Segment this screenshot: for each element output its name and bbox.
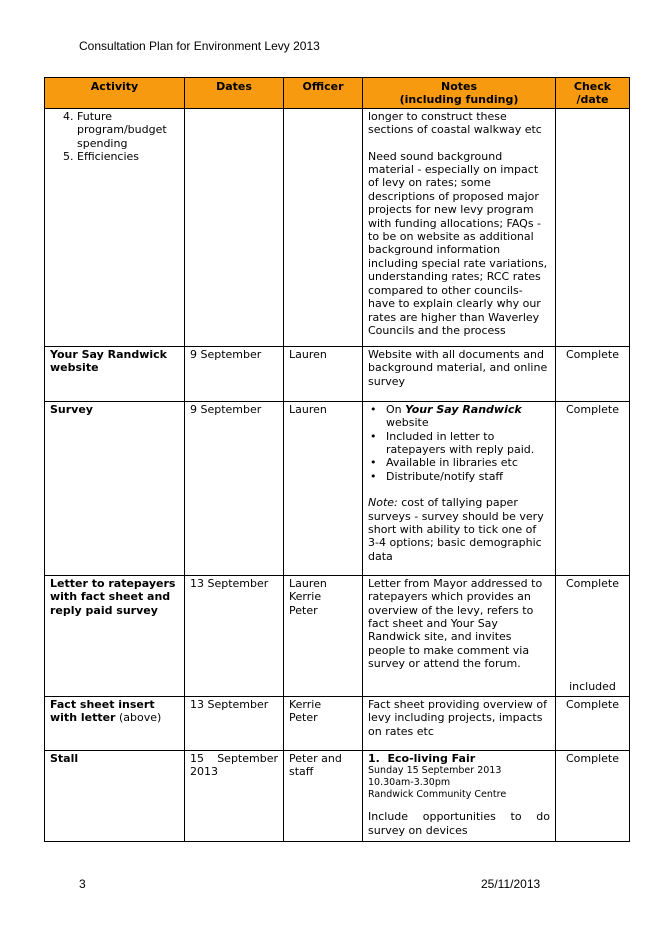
table-row	[45, 575, 630, 696]
check-header-line2: /date	[576, 93, 609, 107]
dates-line: 15 September	[190, 751, 278, 765]
notes-paragraph: longer to construct these sections of coastal walkway etc	[368, 109, 542, 137]
list-item	[386, 403, 550, 430]
notes-header-line1: Notes	[440, 80, 478, 93]
activity-cell: Stall	[45, 750, 185, 841]
activity-bold: Fact sheet insert with letter	[50, 697, 155, 725]
table-header-row	[45, 78, 630, 109]
officer-cell: Lauren Kerrie Peter	[284, 575, 363, 696]
notes-cell: Website with all documents and background material, and online survey	[363, 346, 556, 401]
column-header-activity: Activity	[45, 78, 185, 109]
activity-cell: Your Say Randwick website	[45, 346, 185, 401]
page-number: 3	[79, 877, 86, 891]
list-item: • Available in libraries etc	[386, 456, 550, 469]
table-row	[45, 108, 630, 346]
notes-paragraph	[368, 496, 550, 563]
consultation-plan-table	[44, 77, 630, 842]
dates-cell	[185, 108, 284, 346]
bullet-text: website	[386, 416, 429, 430]
activity-cell	[45, 696, 185, 750]
notes-bullet-list	[368, 403, 550, 483]
notes-cell	[363, 401, 556, 575]
list-item: 5. Efficiencies	[77, 150, 179, 163]
check-cell	[556, 108, 630, 346]
note-label: Note:	[368, 496, 398, 510]
list-item: • Included in letter to ratepayers with reply paid.	[386, 430, 550, 457]
notes-cell: Letter from Mayor addressed to ratepayers which provides an overview of the levy, refers to fact sheet and Your Say Randwick site, and invites people to make comment via survey or attend the forum.	[363, 575, 556, 696]
activity-cell: Letter to ratepayers with fact sheet and reply paid survey	[45, 575, 185, 696]
dates-cell: 9 September	[185, 401, 284, 575]
officer-cell: Peter and staff	[284, 750, 363, 841]
activity-numbered-list	[50, 110, 179, 164]
column-header-dates: Dates	[185, 78, 284, 109]
bullet-emphasis: Your Say Randwick	[405, 402, 522, 416]
event-title: 1. Eco-living Fair	[368, 751, 476, 765]
event-date: Sunday 15 September 2013	[368, 765, 502, 777]
check-cell: Complete	[556, 401, 630, 575]
notes-line: Include opportunities to do	[368, 810, 550, 824]
notes-cell: Fact sheet providing overview of levy including projects, impacts on rates etc	[363, 696, 556, 750]
dates-cell: 13 September	[185, 575, 284, 696]
list-item: • Distribute/notify staff	[386, 470, 550, 483]
event-venue: Randwick Community Centre	[368, 789, 507, 801]
table-row	[45, 696, 630, 750]
activity-plain: (above)	[118, 711, 162, 725]
check-cell: Complete	[556, 696, 630, 750]
check-status: Complete	[565, 576, 619, 590]
notes-paragraph: Need sound background material - especially on impact of levy on rates; some descriptions of proposed major projects for new levy program with funding allocations; FAQs - to be on website as additional background information including special rate variations, understanding rates; RCC rates compared to other councils- have to explain clearly why our rates are higher than Waverley Councils and the process	[368, 149, 548, 337]
list-item: 4. Future program/budget spending	[77, 110, 179, 150]
check-header-line1: Check	[573, 80, 612, 93]
officer-cell: Lauren	[284, 346, 363, 401]
officer-cell: Lauren	[284, 401, 363, 575]
officer-cell: Kerrie Peter	[284, 696, 363, 750]
notes-cell	[363, 108, 556, 346]
notes-line: survey on devices	[368, 823, 468, 837]
check-note: included	[569, 680, 616, 694]
activity-cell	[45, 108, 185, 346]
bullet-text: On	[386, 402, 402, 416]
table-row	[45, 401, 630, 575]
footer-date: 25/11/2013	[481, 877, 541, 891]
activity-cell: Survey	[45, 401, 185, 575]
dates-cell: 13 September	[185, 696, 284, 750]
column-header-notes	[363, 78, 556, 109]
page-header-title: Consultation Plan for Environment Levy 2013	[79, 39, 320, 53]
officer-cell	[284, 108, 363, 346]
notes-cell	[363, 750, 556, 841]
check-cell	[556, 575, 630, 696]
table-row	[45, 750, 630, 841]
dates-line: 2013	[190, 765, 218, 779]
check-cell: Complete	[556, 750, 630, 841]
check-cell: Complete	[556, 346, 630, 401]
column-header-officer: Officer	[284, 78, 363, 109]
notes-header-line2: (including funding)	[399, 93, 519, 107]
note-text: cost of tallying paper surveys - survey should be very short with ability to tick one of 3-4 options; basic demographic data	[368, 496, 544, 563]
table-row	[45, 346, 630, 401]
dates-cell	[185, 750, 284, 841]
event-time: 10.30am-3.30pm	[368, 777, 451, 789]
column-header-check	[556, 78, 630, 109]
dates-cell: 9 September	[185, 346, 284, 401]
